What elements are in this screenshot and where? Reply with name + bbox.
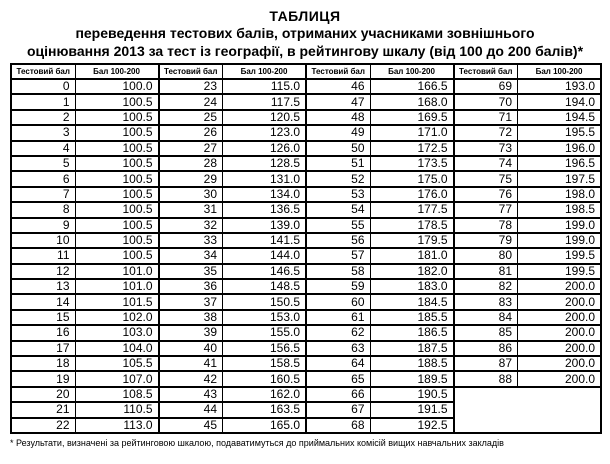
cell-rating-score: 139.0 — [223, 218, 307, 233]
cell-test-score: 45 — [159, 418, 223, 433]
cell-test-score: 29 — [159, 171, 223, 186]
table-row — [11, 341, 601, 356]
cell-test-score: 75 — [454, 171, 518, 186]
cell-rating-score: 107.0 — [75, 371, 159, 386]
cell-rating-score: 103.0 — [75, 325, 159, 340]
cell-rating-score: 199.5 — [518, 264, 602, 279]
cell-test-score: 61 — [306, 310, 370, 325]
cell-test-score: 63 — [306, 341, 370, 356]
title-block — [0, 8, 610, 60]
cell-rating-score: 189.5 — [370, 371, 454, 386]
cell-rating-score: 100.5 — [75, 141, 159, 156]
cell-test-score: 30 — [159, 187, 223, 202]
cell-test-score: 34 — [159, 248, 223, 263]
cell-test-score: 20 — [11, 387, 75, 402]
cell-rating-score: 100.5 — [75, 94, 159, 109]
cell-rating-score: 100.5 — [75, 202, 159, 217]
cell-rating-score: 100.5 — [75, 125, 159, 140]
cell-test-score: 26 — [159, 125, 223, 140]
table-row — [11, 264, 601, 279]
cell-test-score: 41 — [159, 356, 223, 371]
table-row — [11, 141, 601, 156]
cell-rating-score: 195.5 — [518, 125, 602, 140]
cell-rating-score: 148.5 — [223, 279, 307, 294]
col-header-test: Тестовий бал — [306, 64, 370, 79]
cell-test-score: 42 — [159, 371, 223, 386]
cell-test-score: 19 — [11, 371, 75, 386]
cell-rating-score: 171.0 — [370, 125, 454, 140]
cell-rating-score: 200.0 — [518, 279, 602, 294]
cell-rating-score: 200.0 — [518, 371, 602, 386]
cell-test-score: 55 — [306, 218, 370, 233]
table-row — [11, 294, 601, 309]
table-row — [11, 187, 601, 202]
cell-test-score: 68 — [306, 418, 370, 433]
cell-rating-score: 100.5 — [75, 110, 159, 125]
col-header-test: Тестовий бал — [159, 64, 223, 79]
cell-test-score: 13 — [11, 279, 75, 294]
table-row — [11, 94, 601, 109]
cell-test-score: 51 — [306, 156, 370, 171]
cell-rating-score: 200.0 — [518, 310, 602, 325]
cell-rating-score: 196.0 — [518, 141, 602, 156]
cell-rating-score: 181.0 — [370, 248, 454, 263]
cell-rating-score: 136.5 — [223, 202, 307, 217]
cell-rating-score: 160.5 — [223, 371, 307, 386]
cell-test-score: 85 — [454, 325, 518, 340]
cell-rating-score: 100.5 — [75, 187, 159, 202]
cell-rating-score: 188.5 — [370, 356, 454, 371]
cell-rating-score: 100.5 — [75, 171, 159, 186]
cell-rating-score: 183.0 — [370, 279, 454, 294]
cell-rating-score: 199.0 — [518, 233, 602, 248]
cell-rating-score: 186.5 — [370, 325, 454, 340]
cell-test-score: 21 — [11, 402, 75, 417]
table-row — [11, 325, 601, 340]
cell-test-score: 14 — [11, 294, 75, 309]
cell-rating-score: 123.0 — [223, 125, 307, 140]
cell-test-score: 70 — [454, 94, 518, 109]
cell-test-score: 81 — [454, 264, 518, 279]
cell-test-score: 83 — [454, 294, 518, 309]
table-row — [11, 356, 601, 371]
cell-rating-score: 115.0 — [223, 79, 307, 94]
cell-test-score: 44 — [159, 402, 223, 417]
cell-rating-score: 100.0 — [75, 79, 159, 94]
cell-test-score: 8 — [11, 202, 75, 217]
cell-test-score: 6 — [11, 171, 75, 186]
cell-rating-score: 126.0 — [223, 141, 307, 156]
cell-rating-score: 190.5 — [370, 387, 454, 402]
cell-test-score: 77 — [454, 202, 518, 217]
cell-test-score: 62 — [306, 325, 370, 340]
cell-test-score: 58 — [306, 264, 370, 279]
table-row — [11, 387, 601, 402]
cell-test-score: 28 — [159, 156, 223, 171]
cell-rating-score: 141.5 — [223, 233, 307, 248]
cell-rating-score: 172.5 — [370, 141, 454, 156]
cell-test-score: 27 — [159, 141, 223, 156]
conversion-table — [10, 63, 602, 434]
cell-rating-score: 194.0 — [518, 94, 602, 109]
cell-rating-score: 199.0 — [518, 218, 602, 233]
cell-test-score: 4 — [11, 141, 75, 156]
cell-rating-score: 117.5 — [223, 94, 307, 109]
table-row — [11, 310, 601, 325]
cell-rating-score: 194.5 — [518, 110, 602, 125]
cell-test-score: 38 — [159, 310, 223, 325]
cell-test-score: 71 — [454, 110, 518, 125]
cell-test-score: 7 — [11, 187, 75, 202]
cell-rating-score: 120.5 — [223, 110, 307, 125]
table-row — [11, 218, 601, 233]
cell-test-score: 53 — [306, 187, 370, 202]
col-header-rating: Бал 100-200 — [223, 64, 307, 79]
cell-test-score: 31 — [159, 202, 223, 217]
cell-rating-score: 101.0 — [75, 279, 159, 294]
cell-test-score: 88 — [454, 371, 518, 386]
cell-test-score: 48 — [306, 110, 370, 125]
cell-rating-score: 100.5 — [75, 218, 159, 233]
cell-rating-score: 100.5 — [75, 248, 159, 263]
cell-test-score: 39 — [159, 325, 223, 340]
cell-test-score: 80 — [454, 248, 518, 263]
cell-test-score: 60 — [306, 294, 370, 309]
cell-test-score: 82 — [454, 279, 518, 294]
cell-test-score: 43 — [159, 387, 223, 402]
cell-test-score: 2 — [11, 110, 75, 125]
cell-rating-score: 199.5 — [518, 248, 602, 263]
cell-test-score: 87 — [454, 356, 518, 371]
cell-test-score: 76 — [454, 187, 518, 202]
cell-rating-score: 179.5 — [370, 233, 454, 248]
cell-rating-score: 131.0 — [223, 171, 307, 186]
cell-test-score: 25 — [159, 110, 223, 125]
cell-test-score: 32 — [159, 218, 223, 233]
cell-test-score: 17 — [11, 341, 75, 356]
cell-test-score: 11 — [11, 248, 75, 263]
table-row — [11, 79, 601, 94]
cell-rating-score: 150.5 — [223, 294, 307, 309]
cell-rating-score: 146.5 — [223, 264, 307, 279]
cell-test-score: 86 — [454, 341, 518, 356]
table-row — [11, 171, 601, 186]
cell-test-score: 18 — [11, 356, 75, 371]
table-row — [11, 202, 601, 217]
cell-rating-score: 192.5 — [370, 418, 454, 433]
col-header-rating: Бал 100-200 — [370, 64, 454, 79]
cell-test-score: 0 — [11, 79, 75, 94]
cell-rating-score: 105.5 — [75, 356, 159, 371]
cell-test-score: 73 — [454, 141, 518, 156]
cell-test-score: 1 — [11, 94, 75, 109]
cell-test-score: 15 — [11, 310, 75, 325]
cell-rating-score: 108.5 — [75, 387, 159, 402]
table-row — [11, 110, 601, 125]
cell-test-score: 52 — [306, 171, 370, 186]
cell-rating-score: 101.5 — [75, 294, 159, 309]
cell-rating-score: 168.0 — [370, 94, 454, 109]
cell-rating-score: 173.5 — [370, 156, 454, 171]
cell-test-score: 24 — [159, 94, 223, 109]
subtitle-line-1: переведення тестових балів, отриманих учасниками зовнішнього — [75, 25, 535, 41]
page-title: ТАБЛИЦЯ — [269, 8, 341, 24]
cell-rating-score: 100.5 — [75, 156, 159, 171]
cell-rating-score: 184.5 — [370, 294, 454, 309]
table-row — [11, 248, 601, 263]
cell-rating-score: 169.5 — [370, 110, 454, 125]
cell-test-score: 59 — [306, 279, 370, 294]
cell-test-score: 16 — [11, 325, 75, 340]
cell-test-score: 37 — [159, 294, 223, 309]
cell-rating-score: 104.0 — [75, 341, 159, 356]
cell-rating-score: 156.5 — [223, 341, 307, 356]
cell-test-score: 54 — [306, 202, 370, 217]
table-row — [11, 233, 601, 248]
cell-rating-score: 200.0 — [518, 341, 602, 356]
cell-test-score: 56 — [306, 233, 370, 248]
cell-rating-score: 187.5 — [370, 341, 454, 356]
cell-test-score: 33 — [159, 233, 223, 248]
cell-rating-score: 165.0 — [223, 418, 307, 433]
col-header-test: Тестовий бал — [11, 64, 75, 79]
cell-test-score: 67 — [306, 402, 370, 417]
cell-test-score: 5 — [11, 156, 75, 171]
cell-test-score: 72 — [454, 125, 518, 140]
cell-rating-score: 101.0 — [75, 264, 159, 279]
cell-rating-score: 185.5 — [370, 310, 454, 325]
cell-rating-score: 175.0 — [370, 171, 454, 186]
cell-test-score: 84 — [454, 310, 518, 325]
cell-test-score: 12 — [11, 264, 75, 279]
cell-rating-score: 166.5 — [370, 79, 454, 94]
cell-rating-score: 158.5 — [223, 356, 307, 371]
cell-rating-score: 198.5 — [518, 202, 602, 217]
cell-rating-score: 155.0 — [223, 325, 307, 340]
cell-test-score: 74 — [454, 156, 518, 171]
cell-test-score: 79 — [454, 233, 518, 248]
cell-rating-score: 177.5 — [370, 202, 454, 217]
cell-rating-score: 176.0 — [370, 187, 454, 202]
table-row — [11, 125, 601, 140]
cell-rating-score: 196.5 — [518, 156, 602, 171]
cell-test-score: 57 — [306, 248, 370, 263]
cell-test-score: 49 — [306, 125, 370, 140]
cell-rating-score: 197.5 — [518, 171, 602, 186]
cell-test-score: 66 — [306, 387, 370, 402]
table-body — [11, 79, 601, 433]
empty-region — [454, 387, 602, 433]
cell-test-score: 65 — [306, 371, 370, 386]
header-row — [11, 64, 601, 79]
cell-rating-score: 110.5 — [75, 402, 159, 417]
cell-rating-score: 178.5 — [370, 218, 454, 233]
table-row — [11, 279, 601, 294]
col-header-test: Тестовий бал — [454, 64, 518, 79]
col-header-rating: Бал 100-200 — [518, 64, 602, 79]
cell-test-score: 64 — [306, 356, 370, 371]
cell-rating-score: 191.5 — [370, 402, 454, 417]
cell-test-score: 40 — [159, 341, 223, 356]
cell-rating-score: 144.0 — [223, 248, 307, 263]
table-row — [11, 371, 601, 386]
table-row — [11, 156, 601, 171]
cell-test-score: 50 — [306, 141, 370, 156]
cell-rating-score: 200.0 — [518, 294, 602, 309]
cell-test-score: 36 — [159, 279, 223, 294]
cell-rating-score: 134.0 — [223, 187, 307, 202]
cell-test-score: 22 — [11, 418, 75, 433]
cell-rating-score: 128.5 — [223, 156, 307, 171]
cell-test-score: 35 — [159, 264, 223, 279]
cell-test-score: 69 — [454, 79, 518, 94]
cell-rating-score: 100.5 — [75, 233, 159, 248]
cell-test-score: 78 — [454, 218, 518, 233]
cell-test-score: 10 — [11, 233, 75, 248]
cell-rating-score: 102.0 — [75, 310, 159, 325]
subtitle-line-2: оцінювання 2013 за тест із географії, в рейтингову шкалу (від 100 до 200 балів)* — [26, 42, 584, 59]
cell-test-score: 23 — [159, 79, 223, 94]
cell-rating-score: 153.0 — [223, 310, 307, 325]
cell-rating-score: 163.5 — [223, 402, 307, 417]
cell-rating-score: 182.0 — [370, 264, 454, 279]
cell-test-score: 9 — [11, 218, 75, 233]
footnote: * Результати, визначені за рейтинговою шкалою, подаватимуться до приймальних комісій вищих навчальних закладів — [10, 437, 504, 448]
cell-test-score: 46 — [306, 79, 370, 94]
cell-rating-score: 200.0 — [518, 356, 602, 371]
cell-rating-score: 113.0 — [75, 418, 159, 433]
cell-rating-score: 200.0 — [518, 325, 602, 340]
cell-rating-score: 198.0 — [518, 187, 602, 202]
cell-rating-score: 162.0 — [223, 387, 307, 402]
cell-rating-score: 193.0 — [518, 79, 602, 94]
cell-test-score: 3 — [11, 125, 75, 140]
cell-test-score: 47 — [306, 94, 370, 109]
col-header-rating: Бал 100-200 — [75, 64, 159, 79]
